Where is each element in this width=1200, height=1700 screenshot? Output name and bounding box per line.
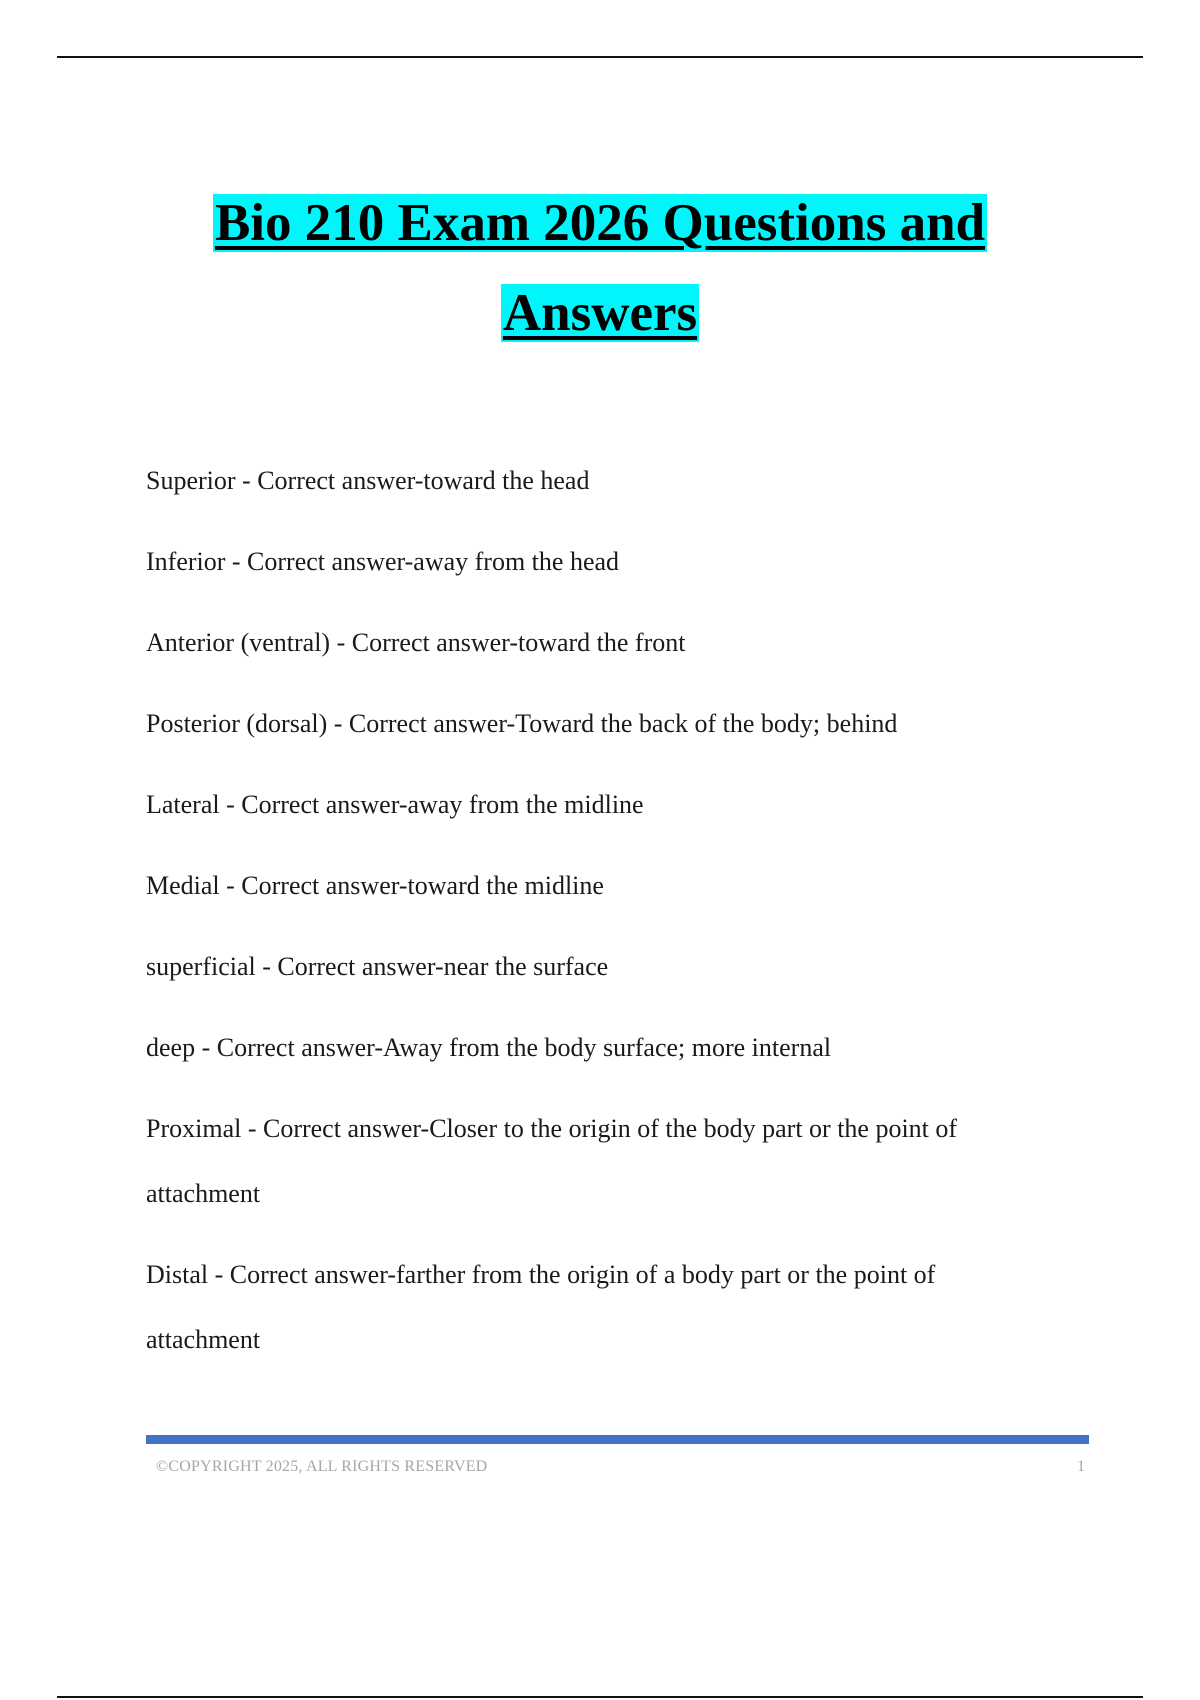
qa-entry-inferior: Inferior - Correct answer-away from the head — [146, 547, 620, 576]
qa-entry-superficial: superficial - Correct answer-near the surface — [146, 952, 609, 981]
qa-entry-deep: deep - Correct answer-Away from the body surface; more internal — [146, 1033, 832, 1062]
page-number: 1 — [1077, 1458, 1085, 1475]
bottom-rule — [57, 1696, 1143, 1698]
qa-entry-superior: Superior - Correct answer-toward the head — [146, 466, 590, 495]
page-title — [0, 178, 1200, 358]
title-line-1: Bio 210 Exam 2026 Questions and — [214, 194, 986, 252]
qa-entry-proximal: Proximal - Correct answer-Closer to the origin of the body part or the point of attachment — [146, 1114, 958, 1208]
qa-entry-anterior: Anterior (ventral) - Correct answer-toward the front — [146, 628, 686, 657]
footer-divider — [146, 1435, 1089, 1444]
top-rule — [57, 56, 1143, 58]
qa-entry-posterior: Posterior (dorsal) - Correct answer-Toward the back of the body; behind — [146, 709, 898, 738]
qa-entry-lateral: Lateral - Correct answer-away from the midline — [146, 790, 644, 819]
footer-copyright: ©COPYRIGHT 2025, ALL RIGHTS RESERVED — [156, 1458, 488, 1475]
qa-list — [146, 448, 1046, 1388]
qa-entry-distal: Distal - Correct answer-farther from the origin of a body part or the point of attachment — [146, 1260, 936, 1354]
qa-entry-medial: Medial - Correct answer-toward the midline — [146, 871, 604, 900]
title-line-2: Answers — [502, 284, 698, 342]
